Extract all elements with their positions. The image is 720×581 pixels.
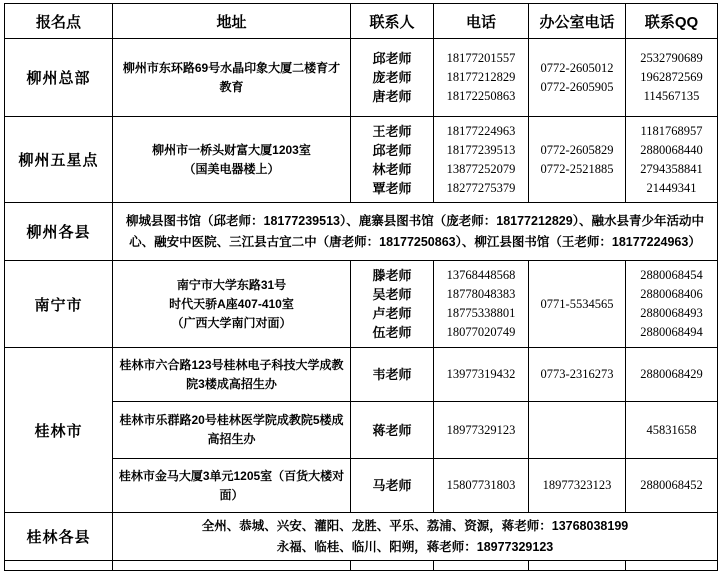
header-phone: 电话 [434, 4, 529, 39]
header-site: 报名点 [5, 4, 113, 39]
counties-info-cell [113, 513, 718, 561]
phones-cell: 18977329123 [434, 402, 529, 459]
address-cell: 柳州市东环路69号水晶印象大厦二楼育才教育 [113, 39, 351, 117]
qq-number: 21449341 [646, 180, 697, 195]
office-phones-cell: 0773-2316273 [529, 348, 626, 402]
phone-number: 18172250863 [446, 89, 516, 103]
office-phones-cell: 18977323123 [529, 459, 626, 513]
table-row-liuzhou-counties [5, 203, 718, 261]
phone-number: 13768448568 [446, 268, 516, 282]
qq-cell: 45831658 [626, 402, 718, 459]
phones-cell [434, 39, 529, 117]
address-cell [113, 117, 351, 203]
qq-number: 2880068454 [640, 268, 703, 282]
office-phones-cell [529, 39, 626, 117]
contact-name: 邱老师 [372, 51, 412, 66]
address-cell [113, 261, 351, 348]
contacts-cell: 韦老师 [351, 348, 434, 402]
header-address: 地址 [113, 4, 351, 39]
table-row-nanning [5, 261, 718, 348]
phones-cell: 13977319432 [434, 348, 529, 402]
phone-number: 18277275379 [446, 180, 516, 195]
phone-number: 13877252079 [446, 161, 516, 176]
header-office-phone: 办公室电话 [529, 4, 626, 39]
contacts-cell [351, 117, 434, 203]
phones-cell [434, 261, 529, 348]
table-header-row [5, 4, 718, 39]
phone-number: 18077020749 [446, 325, 516, 339]
contact-name: 王老师 [372, 123, 412, 139]
address-cell: 桂林市六合路123号桂林电子科技大学成教院3楼成高招生办 [113, 348, 351, 402]
table-row-liuzhou-hq [5, 39, 718, 117]
contact-name: 卢老师 [372, 306, 412, 321]
office-phone: 0772-2605905 [540, 79, 614, 94]
phone-number: 18775338801 [446, 306, 516, 320]
table-row-liuzhou-star [5, 117, 718, 203]
qq-number: 2880068440 [640, 142, 703, 157]
registration-points-table [4, 3, 718, 571]
qq-number: 1962872569 [640, 70, 703, 84]
contacts-cell: 马老师 [351, 459, 434, 513]
qq-number: 2532790689 [640, 51, 703, 65]
site-name: 桂林市 [5, 348, 113, 513]
address-line: 柳州市一桥头财富大厦1203室 [152, 142, 311, 157]
office-phones-cell [529, 402, 626, 459]
site-name: 南宁市 [5, 261, 113, 348]
address-line: 时代天骄A座407-410室 [169, 296, 294, 311]
address-cell: 桂林市金马大厦3单元1205室（百货大楼对面） [113, 459, 351, 513]
qq-cell [626, 117, 718, 203]
office-phones-cell [529, 117, 626, 203]
contact-name: 吴老师 [372, 287, 412, 302]
contact-name: 林老师 [372, 161, 412, 177]
contacts-cell [351, 261, 434, 348]
contact-name: 庞老师 [372, 70, 412, 85]
qq-number: 2794358841 [640, 161, 703, 176]
address-line: （国美电器楼上） [183, 161, 280, 176]
header-qq: 联系QQ [626, 4, 718, 39]
qq-cell: 2880068429 [626, 348, 718, 402]
office-phone: 0772-2605012 [540, 60, 614, 75]
phone-number: 18177212829 [446, 70, 516, 84]
contact-name: 滕老师 [372, 268, 412, 283]
contacts-cell: 蒋老师 [351, 402, 434, 459]
address-line: （广西大学南门对面） [171, 315, 292, 330]
qq-cell: 2880068452 [626, 459, 718, 513]
qq-number: 2880068494 [640, 325, 703, 339]
qq-number: 2880068493 [640, 306, 703, 320]
phone-number: 18177239513 [446, 142, 516, 157]
contact-name: 邱老师 [372, 142, 412, 158]
office-phone: 0771-5534565 [540, 296, 614, 311]
qq-number: 2880068406 [640, 287, 703, 301]
address-cell: 桂林市乐群路20号桂林医学院成教院5楼成高招生办 [113, 402, 351, 459]
contact-name: 覃老师 [372, 180, 412, 196]
site-name: 桂林各县 [5, 513, 113, 561]
header-contact: 联系人 [351, 4, 434, 39]
qq-number: 1181768957 [640, 123, 703, 138]
qq-cell [626, 261, 718, 348]
contacts-cell [351, 39, 434, 117]
table-row-guilin-1 [5, 348, 718, 402]
counties-info-cell: 柳城县图书馆（邱老师：18177239513）、鹿寨县图书馆（庞老师：18177212829）、融水县青少年活动中心、融安中医院、三江县古宜二中（唐老师：18177250863）、柳江县图书馆（王老师：18177224963） [113, 203, 718, 261]
address-line: 南宁市大学东路31号 [176, 277, 287, 292]
phones-cell [434, 117, 529, 203]
office-phone: 0772-2521885 [540, 161, 614, 176]
counties-info-line: 永福、临桂、临川、阳朔，蒋老师：18977329123 [276, 539, 554, 554]
table-row-cutoff [5, 561, 718, 571]
table-row-guilin-counties [5, 513, 718, 561]
site-name: 柳州各县 [5, 203, 113, 261]
phones-cell: 15807731803 [434, 459, 529, 513]
phone-number: 18177224963 [446, 123, 516, 138]
counties-info-line: 全州、恭城、兴安、灌阳、龙胜、平乐、荔浦、资源，蒋老师：13768038199 [201, 518, 629, 533]
qq-cell [626, 39, 718, 117]
office-phones-cell [529, 261, 626, 348]
site-name: 柳州五星点 [5, 117, 113, 203]
phone-number: 18177201557 [446, 51, 516, 65]
phone-number: 18778048383 [446, 287, 516, 301]
contact-name: 唐老师 [372, 89, 412, 104]
office-phone: 0772-2605829 [540, 142, 614, 157]
qq-number: 114567135 [643, 89, 700, 103]
contact-name: 伍老师 [372, 325, 412, 340]
site-name: 柳州总部 [5, 39, 113, 117]
